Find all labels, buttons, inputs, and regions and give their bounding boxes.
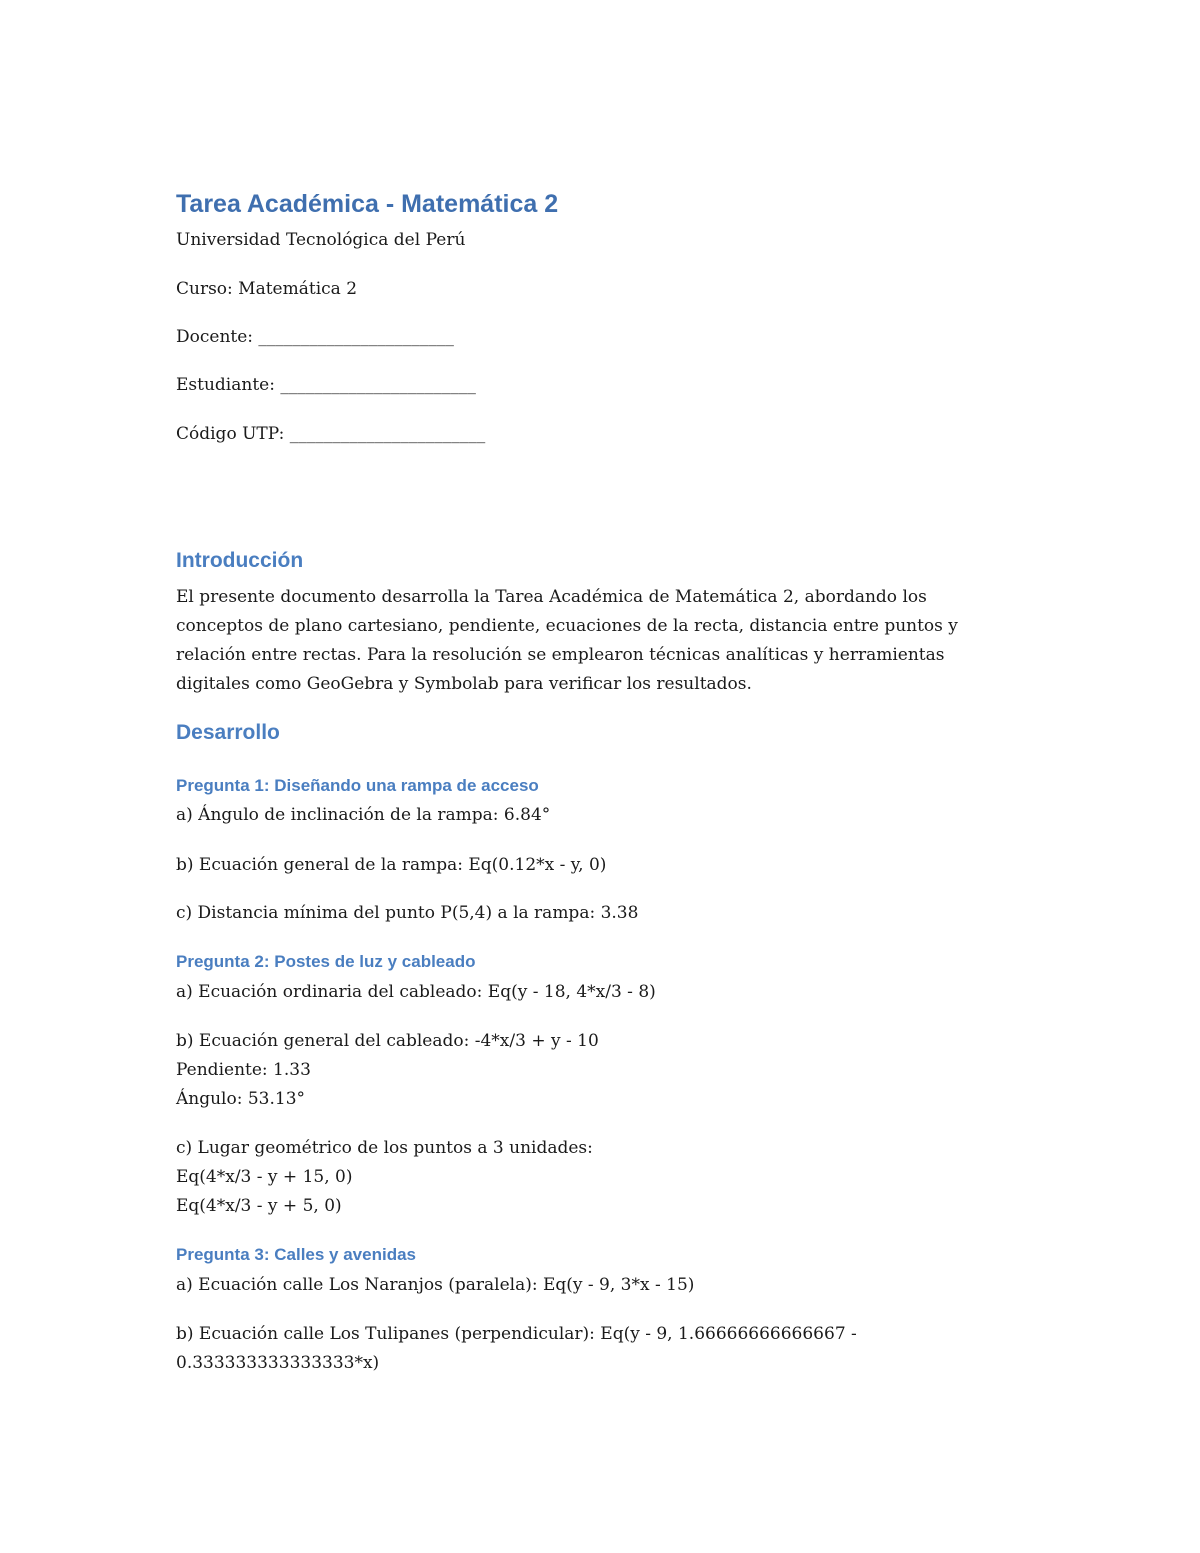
intro-heading: Introducción	[176, 549, 304, 572]
q1-answer-b: b) Ecuación general de la rampa: Eq(0.12*x - y, 0)	[176, 855, 607, 875]
intro-paragraph: El presente documento desarrolla la Tarea Académica de Matemática 2, abordando los conceptos de plano cartesiano, pendiente, ecuaciones de la recta, distancia entre puntos y relación entre rectas. Para la resolución se emplearon técnicas analíticas y herramientas digitales como GeoGebra y Symbolab para verificar los resultados.	[176, 587, 958, 694]
university-line: Universidad Tecnológica del Perú	[176, 230, 466, 250]
student-line: Estudiante: _______________________	[176, 375, 476, 395]
q3-answer-b-line1: b) Ecuación calle Los Tulipanes (perpendicular): Eq(y - 9, 1.66666666666667 -	[176, 1324, 857, 1344]
q3-answer-b-line2: 0.333333333333333*x)	[176, 1353, 380, 1373]
q2-answer-b: b) Ecuación general del cableado: -4*x/3 + y - 10	[176, 1031, 599, 1051]
development-heading: Desarrollo	[176, 721, 280, 744]
q3-answer-a: a) Ecuación calle Los Naranjos (paralela): Eq(y - 9, 3*x - 15)	[176, 1275, 695, 1295]
question-2-heading: Pregunta 2: Postes de luz y cableado	[176, 952, 476, 971]
q2-answer-a: a) Ecuación ordinaria del cableado: Eq(y - 18, 4*x/3 - 8)	[176, 982, 656, 1002]
teacher-line: Docente: _______________________	[176, 327, 454, 347]
q2-equation-2: Eq(4*x/3 - y + 5, 0)	[176, 1196, 342, 1216]
q2-equation-1: Eq(4*x/3 - y + 15, 0)	[176, 1167, 353, 1187]
q2-slope: Pendiente: 1.33	[176, 1060, 311, 1080]
document-title: Tarea Académica - Matemática 2	[176, 190, 559, 218]
question-1-heading: Pregunta 1: Diseñando una rampa de acceso	[176, 776, 539, 795]
code-line: Código UTP: _______________________	[176, 424, 486, 444]
question-3-heading: Pregunta 3: Calles y avenidas	[176, 1245, 416, 1264]
q1-answer-a: a) Ángulo de inclinación de la rampa: 6.84°	[176, 805, 551, 825]
q2-answer-c: c) Lugar geométrico de los puntos a 3 unidades:	[176, 1138, 593, 1158]
q1-answer-c: c) Distancia mínima del punto P(5,4) a la rampa: 3.38	[176, 903, 639, 923]
course-line: Curso: Matemática 2	[176, 279, 358, 299]
q2-angle: Ángulo: 53.13°	[176, 1089, 306, 1109]
